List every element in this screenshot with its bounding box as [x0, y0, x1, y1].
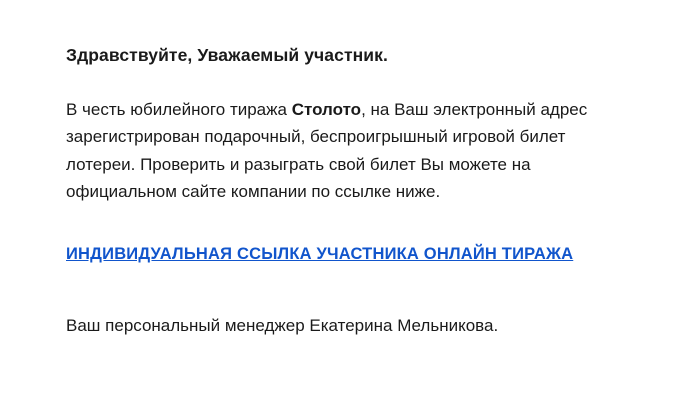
link-container [66, 242, 606, 268]
body-text-after-brand: , на Ваш электронный адрес зарегистрирован подарочный, беспроигрышный игровой билет лотереи. Проверить и разыграть свой билет Вы можете на официальном сайте компании по ссылке ниже. [66, 99, 588, 202]
greeting-text: Здравствуйте, Уважаемый участник. [66, 45, 388, 65]
body-text-before-brand: В честь юбилейного тиража [66, 99, 292, 119]
brand-name: Столото [291, 99, 362, 119]
individual-participant-link[interactable]: ИНДИВИДУАЛЬНАЯ ССЫЛКА УЧАСТНИКА ОНЛАЙН ТИРАЖА [66, 244, 574, 263]
body-paragraph [66, 96, 617, 206]
signature-text: Ваш персональный менеджер Екатерина Мельникова. [66, 316, 499, 336]
